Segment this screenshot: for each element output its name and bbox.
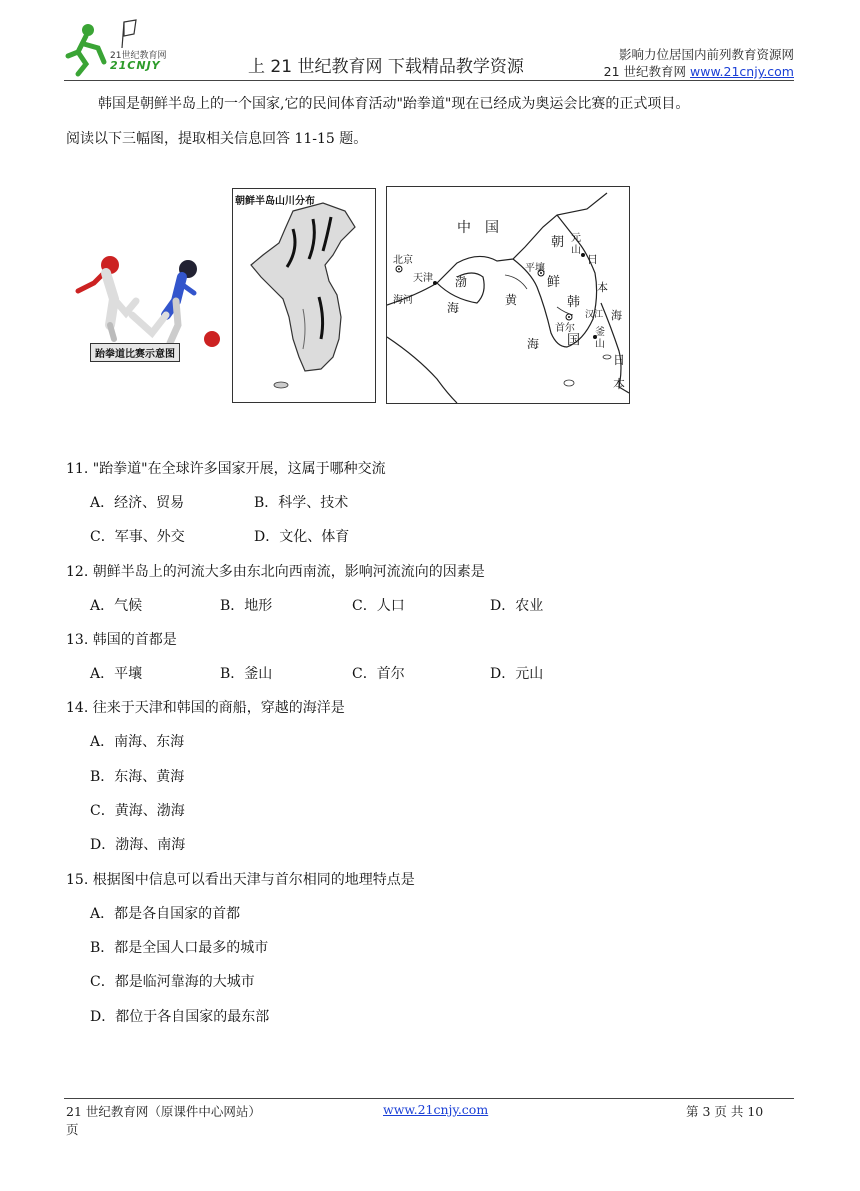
header-slogan	[604, 46, 794, 80]
q11-option-a[interactable]: A．经济、贸易	[90, 495, 185, 511]
label-tianjin: 天津	[413, 273, 433, 284]
q13-option-b[interactable]: B．釜山	[220, 666, 273, 682]
header-rule	[64, 80, 794, 81]
label-xian: 鲜	[547, 275, 561, 290]
label-hai-3: 海	[611, 309, 622, 322]
footer-site-link[interactable]: www.21cnjy.com	[383, 1102, 489, 1117]
q13-option-d[interactable]: D．元山	[490, 666, 544, 682]
peninsula-shape	[233, 189, 375, 402]
header-title: 上 21 世纪教育网 下载精品教学资源	[248, 57, 524, 77]
header-slogan-line1: 影响力位居国内前列教育资源网	[618, 47, 794, 62]
intro-line-2: 阅读以下三幅图，提取相关信息回答 11-15 题。	[66, 131, 368, 147]
q12-option-b[interactable]: B．地形	[220, 598, 273, 614]
label-china: 中 国	[457, 220, 499, 236]
q14-option-b[interactable]: B．东海、黄海	[90, 769, 185, 785]
q13-option-a[interactable]: A．平壤	[90, 666, 143, 682]
q14-option-d[interactable]: D．渤海、南海	[90, 837, 186, 853]
question-number: 14.	[66, 700, 89, 716]
question-text: "跆拳道"在全球许多国家开展，这属于哪种交流	[92, 461, 386, 477]
q15-option-b[interactable]: B．都是全国人口最多的城市	[90, 940, 269, 956]
q15-option-c[interactable]: C．都是临河靠海的大城市	[90, 974, 255, 990]
label-ri-2: 日	[613, 353, 626, 367]
logo-text-top: 21世纪教育网	[110, 51, 167, 61]
header-site-name: 21 世纪教育网	[603, 64, 691, 79]
site-logo[interactable]	[64, 18, 184, 80]
label-busan: 釜山	[595, 327, 605, 350]
region-map	[386, 186, 630, 404]
question-14-stem	[66, 697, 345, 717]
taekwondo-figure	[70, 243, 230, 368]
header-slogan-line2	[604, 63, 794, 80]
rivers-map-title: 朝鲜半岛山川分布	[235, 196, 315, 207]
question-text: 根据图中信息可以看出天津与首尔相同的地理特点是	[92, 872, 415, 888]
question-15-stem	[66, 869, 415, 889]
label-hai-2: 海	[527, 337, 540, 351]
label-hai-1: 海	[447, 301, 460, 315]
label-wonsan: 元山	[571, 233, 581, 256]
label-pyongyang: 平壤	[525, 263, 545, 274]
label-ben-1: 本	[597, 281, 608, 294]
q14-option-a[interactable]: A．南海、东海	[90, 734, 185, 750]
question-number: 13.	[66, 632, 89, 648]
rivers-map	[232, 188, 376, 403]
q11-option-d[interactable]: D．文化、体育	[254, 529, 350, 545]
label-haihe: 海河	[393, 295, 413, 306]
question-text: 朝鲜半岛上的河流大多由东北向西南流，影响河流流向的因素是	[92, 564, 485, 580]
logo-text-bottom: 21CNJY	[110, 59, 161, 72]
question-number: 11.	[66, 461, 89, 477]
question-11-stem	[66, 458, 386, 478]
label-ri-1: 日	[587, 253, 598, 266]
question-text: 韩国的首都是	[92, 632, 177, 648]
label-han: 韩	[567, 295, 581, 310]
label-huang: 黄	[505, 293, 518, 307]
mascot-icon	[204, 331, 220, 347]
header-site-link[interactable]: www.21cnjy.com	[690, 64, 794, 79]
label-guo: 国	[567, 333, 581, 348]
q12-option-a[interactable]: A．气候	[90, 598, 143, 614]
q15-option-a[interactable]: A．都是各自国家的首都	[90, 906, 241, 922]
q11-option-c[interactable]: C．军事、外交	[90, 529, 185, 545]
q13-option-c[interactable]: C．首尔	[352, 666, 405, 682]
label-chao: 朝	[551, 235, 565, 250]
footer-rule	[64, 1098, 794, 1099]
question-13-stem	[66, 629, 177, 649]
label-hanjiang: 汉江	[585, 310, 604, 320]
q15-option-d[interactable]: D．都位于各自国家的最东部	[90, 1009, 270, 1025]
question-number: 12.	[66, 564, 89, 580]
label-beijing: 北京	[393, 255, 413, 266]
intro-line-1: 韩国是朝鲜半岛上的一个国家,它的民间体育活动"跆拳道"现在已经成为奥运会比赛的正式项目。	[98, 96, 690, 112]
footer-page-wrap: 页	[66, 1122, 79, 1137]
q12-option-c[interactable]: C．人口	[352, 598, 405, 614]
label-seoul: 首尔	[555, 323, 575, 334]
label-ben-2: 本	[613, 377, 626, 391]
footer-page-number: 第 3 页 共 10	[686, 1104, 764, 1119]
footer-site-name: 21 世纪教育网（原课件中心网站）	[66, 1104, 261, 1119]
question-text: 往来于天津和韩国的商船，穿越的海洋是	[92, 700, 345, 716]
question-12-stem	[66, 561, 485, 581]
question-11	[66, 458, 386, 478]
q12-option-d[interactable]: D．农业	[490, 598, 544, 614]
taekwondo-caption: 跆拳道比赛示意图	[90, 343, 180, 362]
question-number: 15.	[66, 872, 89, 888]
q14-option-c[interactable]: C．黄海、渤海	[90, 803, 185, 819]
q11-option-b[interactable]: B．科学、技术	[254, 495, 349, 511]
label-bo: 渤	[455, 275, 468, 289]
